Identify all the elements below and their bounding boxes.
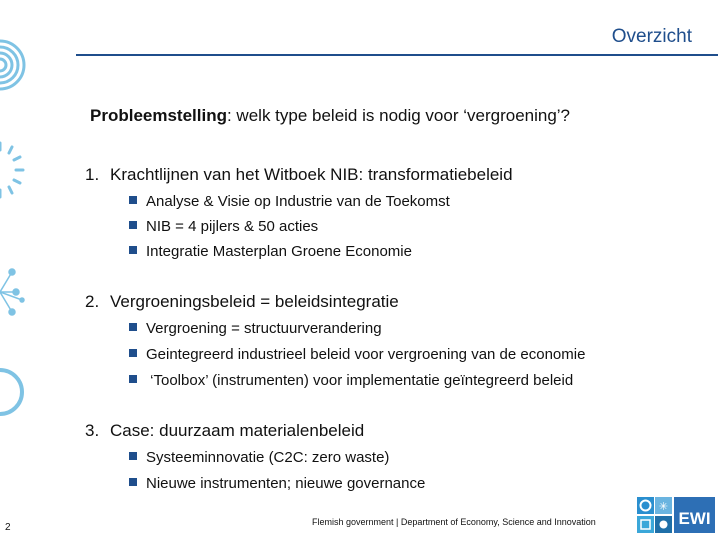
page-number: 2 (5, 522, 11, 533)
ewi-logo (635, 495, 717, 537)
logo-text: EWI (678, 509, 711, 528)
list-item: ‘Toolbox’ (instrumenten) voor implementatie geïntegreerd beleid (129, 372, 573, 389)
list-item: Integratie Masterplan Groene Economie (129, 243, 412, 260)
square-bullet-icon (129, 196, 137, 204)
square-bullet-icon (129, 375, 137, 383)
section-number: 3. (85, 421, 100, 440)
footer-text: Flemish government | Department of Economy, Science and Innovation (312, 517, 596, 527)
square-bullet-icon (129, 452, 137, 460)
list-item: Nieuwe instrumenten; nieuwe governance (129, 475, 425, 492)
concentric-rings-icon (0, 41, 24, 89)
problem-statement (90, 106, 570, 126)
section-number: 2. (85, 292, 100, 311)
section-title: Case: duurzaam materialenbeleid (110, 421, 365, 440)
square-bullet-icon (129, 478, 137, 486)
title-divider (76, 54, 718, 56)
decorative-sidebar-graphics (0, 0, 40, 440)
list-item: Analyse & Visie op Industrie van de Toekomst (129, 193, 450, 210)
problem-label: Probleemstelling (90, 106, 227, 125)
list-item: NIB = 4 pijlers & 50 acties (129, 218, 318, 235)
section-3-heading (85, 421, 364, 441)
section-1-heading (85, 165, 513, 185)
section-2-heading (85, 292, 399, 312)
network-nodes-icon (0, 269, 24, 315)
square-bullet-icon (129, 246, 137, 254)
section-title: Krachtlijnen van het Witboek NIB: transformatiebeleid (110, 165, 513, 184)
square-bullet-icon (129, 349, 137, 357)
square-bullet-icon (129, 323, 137, 331)
list-item: Systeeminnovatie (C2C: zero waste) (129, 449, 389, 466)
square-bullet-icon (129, 221, 137, 229)
list-item: Vergroening = structuurverandering (129, 320, 382, 337)
arc-ring-icon (0, 370, 22, 414)
svg-text:✳: ✳ (658, 500, 669, 513)
problem-text: : welk type beleid is nodig voor ‘vergroening’? (226, 106, 571, 125)
section-title: Vergroeningsbeleid = beleidsintegratie (110, 292, 399, 311)
slide-title: Overzicht (611, 26, 692, 47)
sunburst-icon (0, 143, 23, 197)
list-item: Geintegreerd industrieel beleid voor vergroening van de economie (129, 346, 585, 363)
section-number: 1. (85, 165, 100, 184)
logo-tile-icon (637, 516, 654, 533)
